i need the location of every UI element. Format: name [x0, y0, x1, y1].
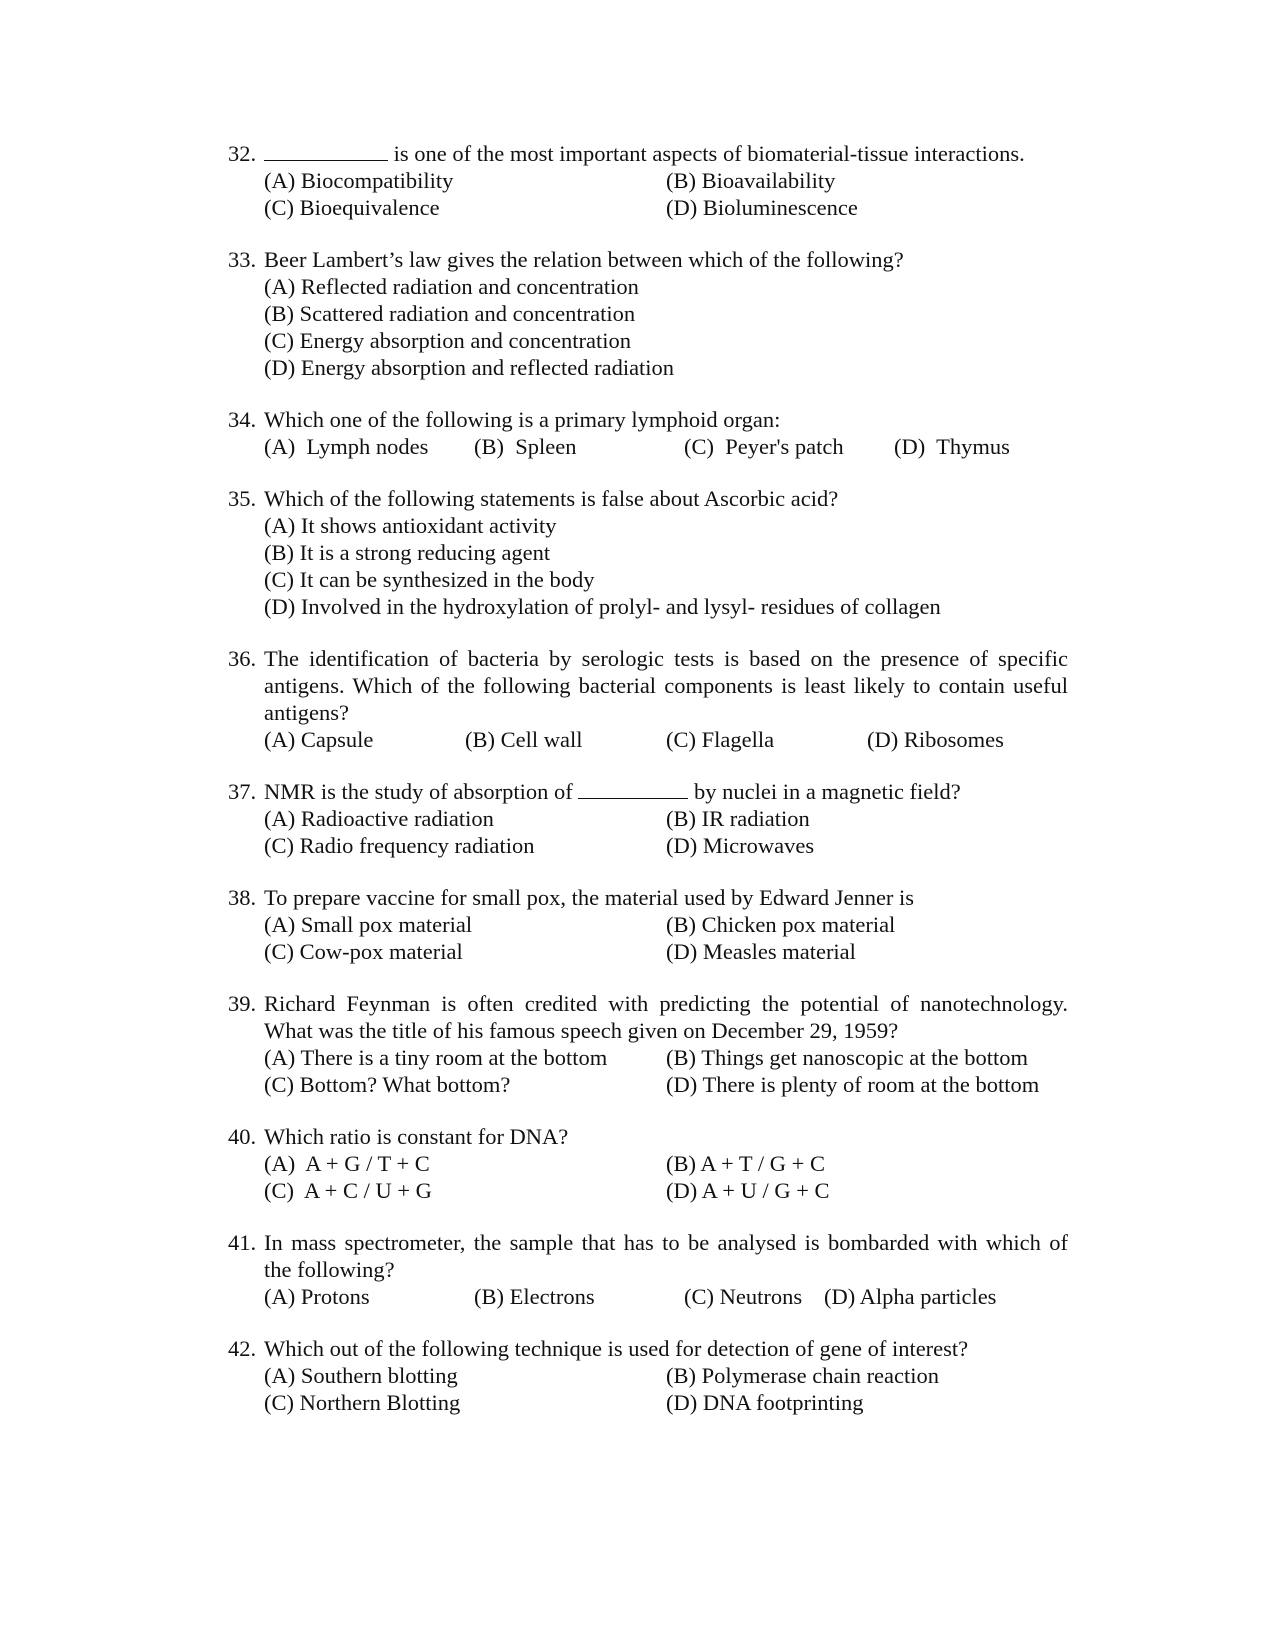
question-number: 39.	[228, 991, 257, 1016]
option-c: (C) Energy absorption and concentration	[264, 328, 631, 353]
question-text: Beer Lambert’s law gives the relation between which of the following?	[264, 247, 904, 272]
question-text: Which one of the following is a primary lymphoid organ:	[264, 407, 781, 432]
question-33	[228, 246, 1068, 381]
option-c: (C) Neutrons	[684, 1284, 803, 1309]
option-c: (C) Northern Blotting	[264, 1390, 461, 1415]
question-number: 33.	[228, 247, 257, 272]
option-b: (B) Things get nanoscopic at the bottom	[666, 1045, 1029, 1070]
option-d: (D) Thymus	[894, 434, 1010, 459]
question-text: The identification of bacteria by serologic tests is based on the presence of specific antigens. Which of the following bacterial components is least likely to contain useful antigens?	[264, 646, 1068, 725]
question-34	[228, 406, 1068, 460]
option-c: (C) Bioequivalence	[264, 195, 440, 220]
option-c: (C) Bottom? What bottom?	[264, 1072, 511, 1097]
option-d: (D) There is plenty of room at the bottom	[666, 1072, 1040, 1097]
question-number: 35.	[228, 486, 257, 511]
question-42	[228, 1335, 1068, 1416]
option-a: (A) There is a tiny room at the bottom	[264, 1045, 608, 1070]
option-b: (B) Spleen	[474, 434, 577, 459]
option-d: (D) Measles material	[666, 939, 856, 964]
question-32	[228, 140, 1068, 221]
option-d: (D) A + U / G + C	[666, 1178, 830, 1203]
options	[264, 1150, 1068, 1204]
options	[264, 273, 1068, 381]
option-c: (C) Flagella	[666, 727, 775, 752]
option-a: (A) Southern blotting	[264, 1363, 458, 1388]
question-text: is one of the most important aspects of biomaterial-tissue interactions.	[264, 140, 1068, 167]
option-a: (A) Radioactive radiation	[264, 806, 494, 831]
option-b: (B) It is a strong reducing agent	[264, 540, 551, 565]
option-b: (B) Chicken pox material	[666, 912, 896, 937]
options	[264, 726, 1068, 753]
option-a: (A) Protons	[264, 1284, 370, 1309]
options	[264, 805, 1068, 859]
option-d: (D) Ribosomes	[867, 727, 1004, 752]
options	[264, 1362, 1068, 1416]
exam-page	[228, 140, 1068, 1416]
question-number: 38.	[228, 885, 257, 910]
option-b: (B) Bioavailability	[666, 168, 836, 193]
option-a: (A) Small pox material	[264, 912, 473, 937]
option-c: (C) Radio frequency radiation	[264, 833, 535, 858]
option-b: (B) IR radiation	[666, 806, 810, 831]
option-b: (B) Cell wall	[465, 727, 583, 752]
question-text: In mass spectrometer, the sample that has to be analysed is bombarded with which of the following?	[264, 1230, 1068, 1282]
option-a: (A) Capsule	[264, 727, 374, 752]
option-a: (A) A + G / T + C	[264, 1151, 430, 1176]
options	[264, 1044, 1068, 1098]
answer-blank	[578, 778, 688, 799]
question-number: 32.	[228, 141, 257, 166]
question-37	[228, 778, 1068, 859]
option-a: (A) It shows antioxidant activity	[264, 513, 557, 538]
option-d: (D) DNA footprinting	[666, 1390, 864, 1415]
question-number: 42.	[228, 1336, 257, 1361]
option-a: (A) Biocompatibility	[264, 168, 454, 193]
question-number: 40.	[228, 1124, 257, 1149]
question-number: 41.	[228, 1230, 257, 1255]
option-a: (A) Lymph nodes	[264, 434, 429, 459]
options	[264, 433, 1068, 460]
option-a: (A) Reflected radiation and concentration	[264, 274, 639, 299]
options	[264, 167, 1068, 221]
options	[264, 512, 1068, 620]
option-c: (C) Peyer's patch	[684, 434, 844, 459]
question-number: 37.	[228, 779, 257, 804]
question-text: Which ratio is constant for DNA?	[264, 1124, 569, 1149]
question-36	[228, 645, 1068, 753]
question-38	[228, 884, 1068, 965]
option-c: (C) A + C / U + G	[264, 1178, 432, 1203]
option-b: (B) A + T / G + C	[666, 1151, 825, 1176]
answer-blank	[264, 140, 388, 161]
option-b: (B) Electrons	[474, 1284, 595, 1309]
options	[264, 911, 1068, 965]
option-d: (D) Involved in the hydroxylation of prolyl- and lysyl- residues of collagen	[264, 594, 941, 619]
option-d: (D) Bioluminescence	[666, 195, 858, 220]
option-b: (B) Polymerase chain reaction	[666, 1363, 940, 1388]
question-41	[228, 1229, 1068, 1310]
question-number: 34.	[228, 407, 257, 432]
option-b: (B) Scattered radiation and concentration	[264, 301, 636, 326]
question-39	[228, 990, 1068, 1098]
question-40	[228, 1123, 1068, 1204]
question-text: NMR is the study of absorption of by nuclei in a magnetic field?	[264, 779, 961, 804]
option-d: (D) Energy absorption and reflected radiation	[264, 355, 675, 380]
question-35	[228, 485, 1068, 620]
question-text: Which of the following statements is false about Ascorbic acid?	[264, 486, 839, 511]
question-text: Richard Feynman is often credited with predicting the potential of nanotechnology. What was the title of his famous speech given on December 29, 1959?	[264, 991, 1068, 1043]
question-number: 36.	[228, 646, 257, 671]
option-d: (D) Alpha particles	[824, 1284, 997, 1309]
options	[264, 1283, 1068, 1310]
option-d: (D) Microwaves	[666, 833, 815, 858]
option-c: (C) It can be synthesized in the body	[264, 567, 595, 592]
question-text: To prepare vaccine for small pox, the material used by Edward Jenner is	[264, 885, 915, 910]
option-c: (C) Cow-pox material	[264, 939, 463, 964]
question-text: Which out of the following technique is used for detection of gene of interest?	[264, 1336, 969, 1361]
